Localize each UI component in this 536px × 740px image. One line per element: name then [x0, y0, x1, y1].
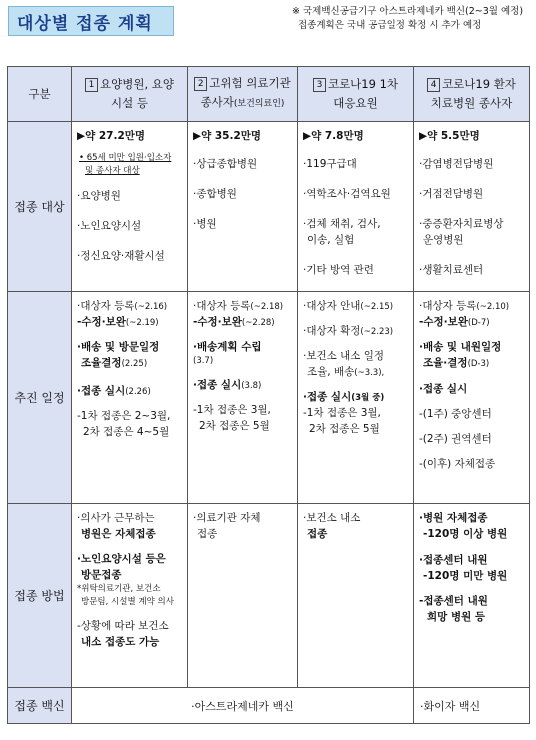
col-number-4: 4 — [427, 78, 440, 92]
note-1: ※ 국제백신공급기구 아스트라제네카 백신(2~3월 예정) — [292, 6, 524, 17]
note-2: 접종계획은 국내 공급일정 확정 시 추가 예정 — [298, 20, 482, 31]
method-col-1: ·의사가 근무하는 병원은 자체접종 ·노인요양시설 등은 방문접종 *위탁의료기관, 보건소 방문팀, 시설별 계약 의사 -상황에 따라 보건소 내소 접종도 가능 — [72, 504, 188, 688]
header-col-3: 3 코로나19 1차 대응요원 — [298, 67, 414, 122]
col-number-2: 2 — [194, 77, 207, 91]
target-col-3: ▶약 7.8만명 ·119구급대 ·역학조사·검역요원 ·검체 채취, 검사, 이송, 실험 ·기타 방역 관련 — [298, 122, 414, 292]
header-col-2: 2 고위험 의료기관 종사자(보건의료인) — [188, 67, 298, 122]
method-col-4: ·병원 자체접종 -120명 이상 병원 ·접종센터 내원 -120명 미만 병원 -접종센터 내원 희망 병원 등 — [414, 504, 530, 688]
method-col-2: ·의료기관 자체 접종 — [188, 504, 298, 688]
target-row — [8, 122, 530, 292]
page-title: 대상별 접종 계획 — [8, 6, 174, 36]
target-col-4: ▶약 5.5만명 ·감염병전담병원 ·거점전담병원 ·중증환자치료병상 운영병원 ·생활치료센터 — [414, 122, 530, 292]
row-label-vaccine: 접종 백신 — [8, 688, 72, 724]
schedule-row — [8, 292, 530, 504]
vaccine-pfizer: ·화이자 백신 — [414, 688, 530, 724]
vaccine-row — [8, 688, 530, 724]
schedule-col-3: ·대상자 안내(~2.15) ·대상자 확정(~2.23) ·보건소 내소 일정 조율, 배송(~3.3), ·접종 실시(3월 중) -1차 접종은 3월, 2차 접종은 5월 — [298, 292, 414, 504]
row-label-target: 접종 대상 — [8, 122, 72, 292]
row-label-schedule: 추진 일정 — [8, 292, 72, 504]
vaccine-az: ·아스트라제네카 백신 — [72, 688, 414, 724]
schedule-col-1: ·대상자 등록(~2.16) -수정·보완(~2.19) ·배송 및 방문일정 조율결정(2.25) ·접종 실시(2.26) -1차 접종은 2~3월, 2차 접종은 4~5월 — [72, 292, 188, 504]
col-number-3: 3 — [313, 78, 326, 92]
method-col-3: ·보건소 내소 접종 — [298, 504, 414, 688]
vaccination-plan-table — [7, 66, 530, 724]
row-label-method: 접종 방법 — [8, 504, 72, 688]
col-number-1: 1 — [85, 78, 98, 92]
target-col-2: ▶약 35.2만명 ·상급종합병원 ·종합병원 ·병원 — [188, 122, 298, 292]
header-col-4: 4 코로나19 환자 치료병원 종사자 — [414, 67, 530, 122]
header-col-1: 1 요양병원, 요양 시설 등 — [72, 67, 188, 122]
schedule-col-4: ·대상자 등록(~2.10) -수정·보완(D-7) ·배송 및 내원일정 조율·결정(D-3) ·접종 실시 -(1주) 중앙센터 -(2주) 권역센터 -(이후) 자체접종 — [414, 292, 530, 504]
notes — [292, 5, 532, 33]
target-col-1: ▶약 27.2만명 • 65세 미만 입원·입소자 및 종사자 대상 ·요양병원 ·노인요양시설 ·정신요양·재활시설 — [72, 122, 188, 292]
header-row — [8, 67, 530, 122]
method-row — [8, 504, 530, 688]
schedule-col-2: ·대상자 등록(~2.18) -수정·보완(~2.28) ·배송계획 수립 (3.7) ·접종 실시(3.8) -1차 접종은 3월, 2차 접종은 5월 — [188, 292, 298, 504]
header-category: 구분 — [8, 67, 72, 122]
